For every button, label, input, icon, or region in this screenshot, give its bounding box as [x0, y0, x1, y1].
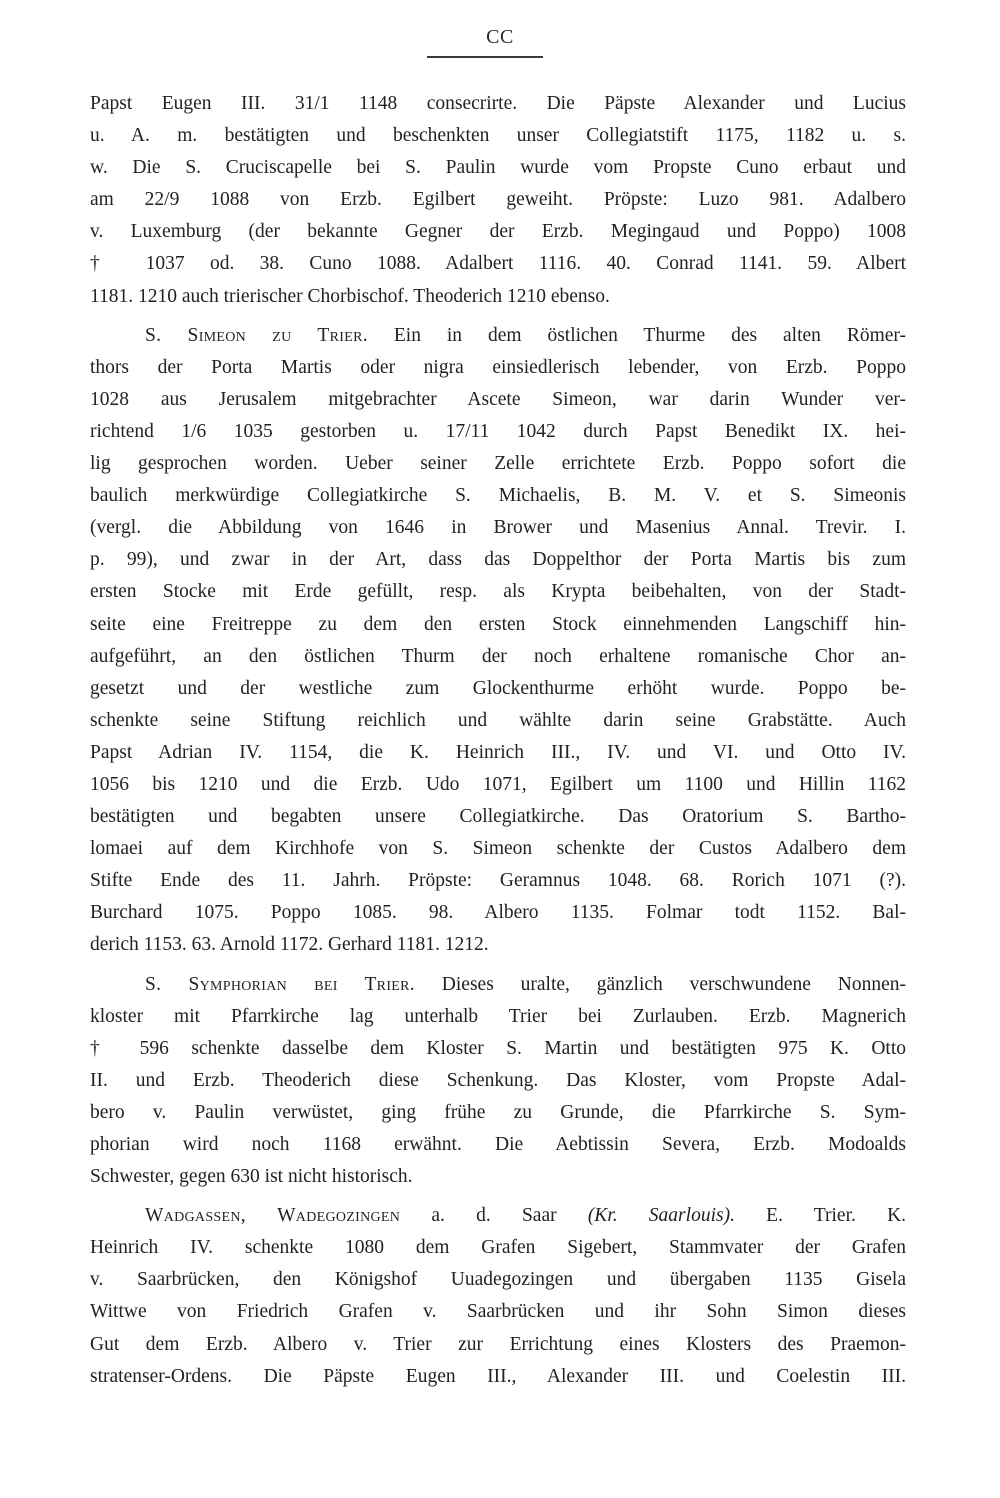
text-line: ersten Stocke mit Erde gefüllt, resp. als Krypta beibehalten, von der Stadt-	[90, 581, 906, 603]
text-line: Papst Eugen III. 31/1 1148 consecrirte. Die Päpste Alexander und Lucius	[90, 93, 906, 114]
text-line: Heinrich IV. schenkte 1080 dem Grafen Sigebert, Stammvater der Grafen	[90, 1237, 906, 1259]
header-rule	[427, 56, 543, 58]
section-heading: Wadgassen, Wadegozingen	[145, 1205, 401, 1227]
text-line: Burchard 1075. Poppo 1085. 98. Albero 1135. Folmar todt 1152. Bal-	[90, 902, 906, 924]
text-line: p. 99), und zwar in der Art, dass das Doppelthor der Porta Martis bis zum	[90, 549, 906, 571]
page-header	[0, 26, 1000, 49]
text-line: II. und Erzb. Theoderich diese Schenkung. Das Kloster, vom Propste Adal-	[90, 1069, 906, 1091]
text-line: † 596 schenkte dasselbe dem Kloster S. Martin und bestätigten 975 K. Otto	[90, 1037, 906, 1059]
text-run: E. Trier. K.	[766, 1205, 907, 1227]
text-line: am 22/9 1088 von Erzb. Egilbert geweiht. Pröpste: Luzo 981. Adalbero	[90, 189, 906, 211]
text-line: stratenser-Ordens. Die Päpste Eugen III., Alexander III. und Coelestin III.	[90, 1365, 906, 1387]
text-line: gesetzt und der westliche zum Glockenthurme erhöht wurde. Poppo be-	[90, 677, 906, 699]
section-heading: S. Symphorian bei Trier.	[145, 973, 415, 995]
text-line: 1181. 1210 auch trierischer Chorbischof. Theoderich 1210 ebenso.	[90, 285, 610, 307]
text-line	[90, 320, 906, 352]
section-heading: S. Simeon zu Trier.	[145, 324, 368, 346]
text-line: Wittwe von Friedrich Grafen v. Saarbrücken und ihr Sohn Simon dieses	[90, 1301, 906, 1323]
text-line: lomaei auf dem Kirchhofe von S. Simeon schenkte der Custos Adalbero dem	[90, 838, 906, 860]
text-run: Dieses uralte, gänzlich verschwundene Nonnen-	[441, 973, 906, 995]
text-line: v. Saarbrücken, den Königshof Uuadegozingen und übergaben 1135 Gisela	[90, 1269, 906, 1291]
paragraph-s-simeon	[90, 320, 906, 962]
text-line: bestätigten und begabten unsere Collegiatkirche. Das Oratorium S. Bartho-	[90, 806, 906, 828]
text-run: a. d. Saar	[431, 1205, 557, 1227]
text-line: (vergl. die Abbildung von 1646 in Brower und Masenius Annal. Trevir. I.	[90, 517, 906, 539]
text-line	[90, 969, 906, 1001]
page-number: CC	[486, 26, 514, 48]
text-line: kloster mit Pfarrkirche lag unterhalb Trier bei Zurlauben. Erzb. Magnerich	[90, 1005, 906, 1027]
paragraph-s-paulin	[90, 88, 906, 313]
text-line: baulich merkwürdige Collegiatkirche S. Michaelis, B. M. V. et S. Simeonis	[90, 485, 906, 507]
text-line: † 1037 od. 38. Cuno 1088. Adalbert 1116. 40. Conrad 1141. 59. Albert	[90, 253, 906, 275]
body-text	[90, 88, 906, 1393]
text-line: thors der Porta Martis oder nigra einsiedlerisch lebender, von Erzb. Poppo	[90, 356, 906, 378]
text-line: 1028 aus Jerusalem mitgebrachter Ascete Simeon, war darin Wunder ver-	[90, 388, 906, 410]
text-run: Ein in dem östlichen Thurme des alten Römer-	[393, 324, 907, 346]
text-line: u. A. m. bestätigten und beschenkten unser Collegiatstift 1175, 1182 u. s.	[90, 125, 906, 147]
text-line: Gut dem Erzb. Albero v. Trier zur Errichtung eines Klosters des Praemon-	[90, 1333, 906, 1355]
text-run-italic: (Kr. Saarlouis).	[587, 1205, 735, 1227]
text-line: richtend 1/6 1035 gestorben u. 17/11 1042 durch Papst Benedikt IX. hei-	[90, 420, 906, 442]
text-line: phorian wird noch 1168 erwähnt. Die Aebtissin Severa, Erzb. Modoalds	[90, 1134, 906, 1155]
text-line: schenkte seine Stiftung reichlich und wählte darin seine Grabstätte. Auch	[90, 709, 906, 731]
text-line: v. Luxemburg (der bekannte Gegner der Erzb. Megingaud und Poppo) 1008	[90, 221, 906, 243]
paragraph-wadgassen	[90, 1200, 906, 1393]
text-line	[90, 1200, 906, 1232]
text-line: lig gesprochen worden. Ueber seiner Zelle errichtete Erzb. Poppo sofort die	[90, 453, 906, 475]
text-line: w. Die S. Cruciscapelle bei S. Paulin wurde vom Propste Cuno erbaut und	[90, 157, 906, 179]
text-line: seite eine Freitreppe zu dem den ersten Stock einnehmenden Langschiff hin-	[90, 613, 906, 635]
text-line: derich 1153. 63. Arnold 1172. Gerhard 1181. 1212.	[90, 934, 489, 956]
text-line: Stifte Ende des 11. Jahrh. Pröpste: Geramnus 1048. 68. Rorich 1071 (?).	[90, 870, 906, 892]
text-line: bero v. Paulin verwüstet, ging frühe zu Grunde, die Pfarrkirche S. Sym-	[90, 1101, 906, 1123]
text-line: aufgeführt, an den östlichen Thurm der noch erhaltene romanische Chor an-	[90, 645, 906, 667]
text-line: Papst Adrian IV. 1154, die K. Heinrich III., IV. und VI. und Otto IV.	[90, 741, 906, 763]
paragraph-s-symphorian	[90, 969, 906, 1194]
text-line: Schwester, gegen 630 ist nicht historisch.	[90, 1166, 413, 1188]
text-line: 1056 bis 1210 und die Erzb. Udo 1071, Egilbert um 1100 und Hillin 1162	[90, 773, 906, 795]
